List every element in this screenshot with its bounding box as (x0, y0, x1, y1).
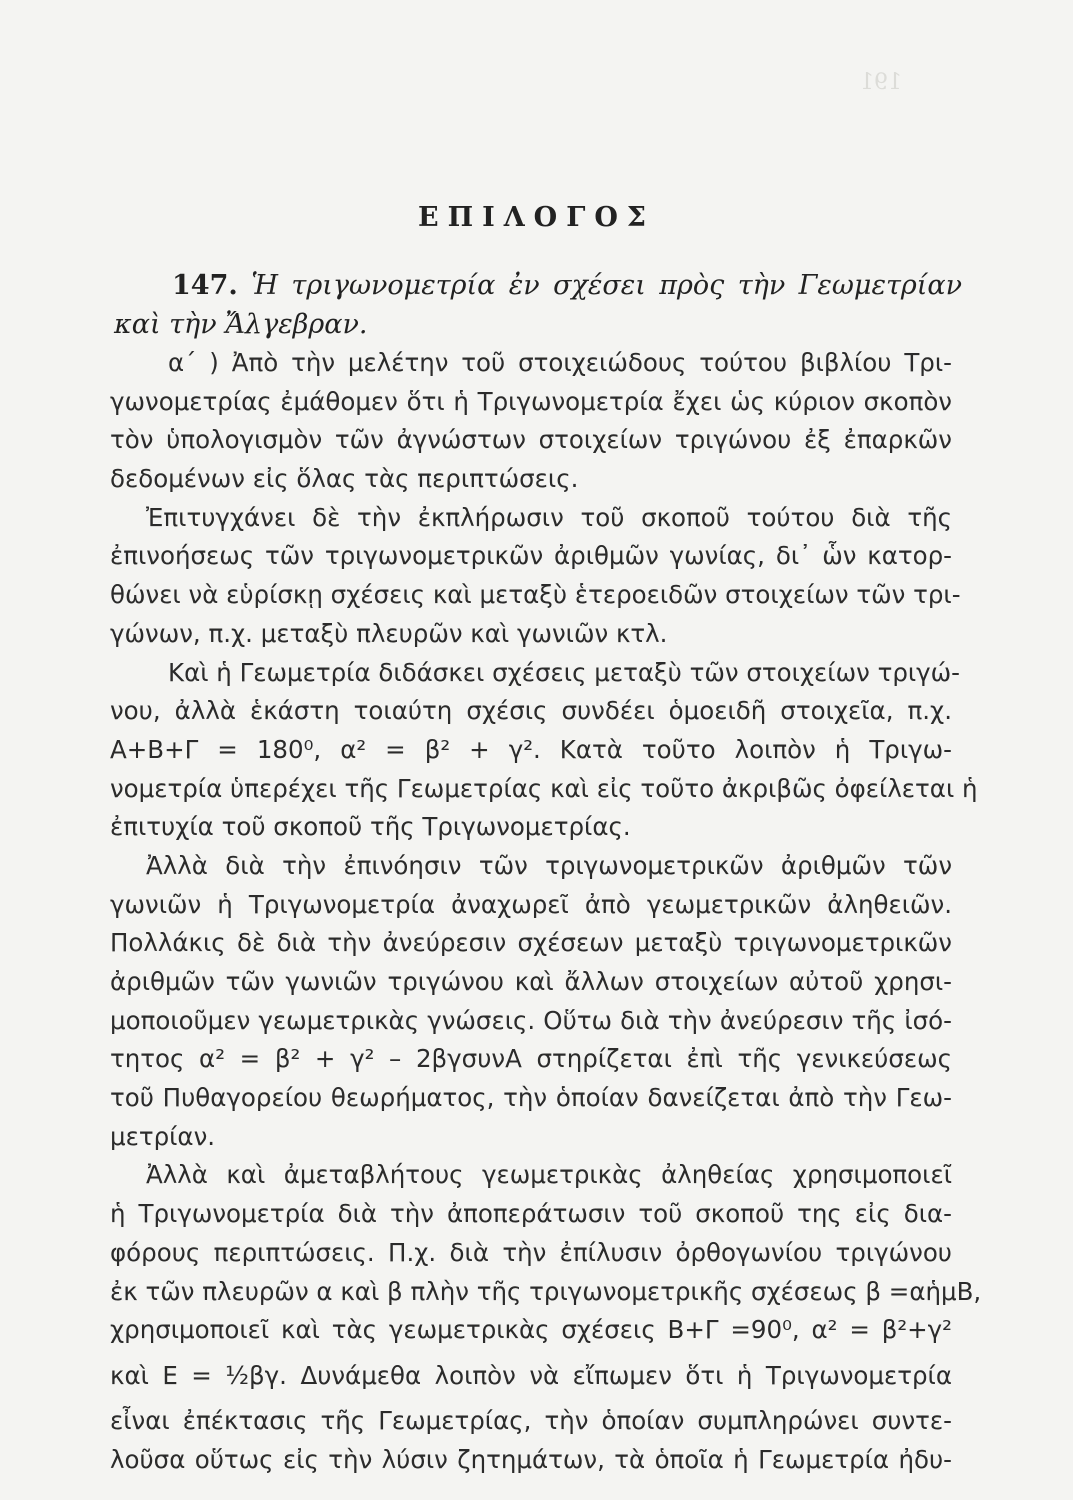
text-line: Ἀλλὰ διὰ τὴν ἐπινόησιν τῶν τριγωνομετρικῶν ἀριθμῶν τῶν (146, 850, 952, 880)
text-line: εἶναι ἐπέκτασις τῆς Γεωμετρίας, τὴν ὁποίαν συμπληρώνει συντε- (110, 1405, 952, 1435)
text-line: Α+Β+Γ = 180⁰, α² = β² + γ². Κατὰ τοῦτο λοιπὸν ἡ Τριγω- (110, 734, 952, 764)
text-line: ἐπιτυχία τοῦ σκοποῦ τῆς Τριγωνομετρίας. (110, 812, 631, 842)
text-line: νου, ἀλλὰ ἑκάστη τοιαύτη σχέσις συνδέει ὁμοειδῆ στοιχεῖα, π.χ. (110, 696, 952, 726)
text-line: ἐπινοήσεως τῶν τριγωνομετρικῶν ἀριθμῶν γωνίας, δι᾽ ὧν κατορ- (110, 541, 952, 571)
text-line: τὸν ὑπολογισμὸν τῶν ἀγνώστων στοιχείων τριγώνου ἐξ ἐπαρκῶν (110, 425, 952, 455)
body-text (110, 344, 982, 1479)
section-heading-line-2 (114, 305, 962, 344)
section-number: 147. (172, 270, 238, 301)
bleed-through-page-number: 191 (860, 70, 902, 95)
text-line: Ἀλλὰ καὶ ἀμεταβλήτους γεωμετρικὰς ἀληθείας χρησιμοποιεῖ (146, 1160, 952, 1190)
chapter-title: ΕΠΙΛΟΓΟΣ (418, 202, 655, 233)
text-line: α΄ ) Ἀπὸ τὴν μελέτην τοῦ στοιχειώδους τούτου βιβλίου Τρι- (168, 348, 952, 377)
text-line: τητος α² = β² + γ² – 2βγσυνΑ στηρίζεται ἐπὶ τῆς γενικεύσεως (110, 1044, 952, 1074)
text-line: νομετρία ὑπερέχει τῆς Γεωμετρίας καὶ εἰς τοῦτο ἀκριβῶς ὀφείλεται ἡ (110, 773, 978, 803)
text-line: φόρους περιπτώσεις. Π.χ. διὰ τὴν ἐπίλυσιν ὀρθογωνίου τριγώνου (110, 1237, 952, 1267)
text-line: γωνιῶν ἡ Τριγωνομετρία ἀναχωρεῖ ἀπὸ γεωμετρικῶν ἀληθειῶν. (110, 889, 952, 919)
text-line: δεδομένων εἰς ὅλας τὰς περιπτώσεις. (110, 464, 579, 494)
section-heading (114, 266, 962, 344)
text-line: τοῦ Πυθαγορείου θεωρήματος, τὴν ὁποίαν δανείζεται ἀπὸ τὴν Γεω- (110, 1083, 952, 1113)
section-heading-line-1 (172, 266, 962, 305)
text-line: μετρίαν. (110, 1121, 216, 1151)
text-line: γωνομετρίας ἐμάθομεν ὅτι ἡ Τριγωνομετρία ἔχει ὡς κύριον σκοπὸν (110, 386, 952, 416)
text-line: θώνει νὰ εὑρίσκῃ σχέσεις καὶ μεταξὺ ἑτεροειδῶν στοιχείων τῶν τρι- (110, 580, 961, 610)
text-line: ἐκ τῶν πλευρῶν α καὶ β πλὴν τῆς τριγωνομετρικῆς σχέσεως β =αἡμΒ, (110, 1276, 982, 1306)
text-line: μοποιοῦμεν γεωμετρικὰς γνώσεις. Οὕτω διὰ τὴν ἀνεύρεσιν τῆς ἰσό- (110, 1005, 952, 1035)
text-line: γώνων, π.χ. μεταξὺ πλευρῶν καὶ γωνιῶν κτλ. (110, 618, 668, 648)
section-heading-text-2: καὶ τὴν Ἄλγεβραν. (114, 309, 368, 340)
text-line: Καὶ ἡ Γεωμετρία διδάσκει σχέσεις μεταξὺ τῶν στοιχείων τριγώ- (168, 657, 961, 687)
text-line: ἡ Τριγωνομετρία διὰ τὴν ἀποπεράτωσιν τοῦ σκοποῦ της εἰς δια- (110, 1199, 952, 1229)
text-line: χρησιμοποιεῖ καὶ τὰς γεωμετρικὰς σχέσεις Β+Γ =90⁰, α² = β²+γ² (110, 1315, 952, 1345)
text-line: καὶ Ε = ½βγ. Δυνάμεθα λοιπὸν νὰ εἴπωμεν ὅτι ἡ Τριγωνομετρία (110, 1360, 952, 1390)
text-line: λοῦσα οὕτως εἰς τὴν λύσιν ζητημάτων, τὰ ὁποῖα ἡ Γεωμετρία ἠδυ- (110, 1444, 952, 1474)
text-line: ἀριθμῶν τῶν γωνιῶν τριγώνου καὶ ἄλλων στοιχείων αὐτοῦ χρησι- (110, 967, 952, 996)
text-line: Πολλάκις δὲ διὰ τὴν ἀνεύρεσιν σχέσεων μεταξὺ τριγωνομετρικῶν (110, 928, 952, 958)
text-line: Ἐπιτυγχάνει δὲ τὴν ἐκπλήρωσιν τοῦ σκοποῦ τούτου διὰ τῆς (146, 502, 952, 532)
section-heading-text-1: Ἡ τριγωνομετρία ἐν σχέσει πρὸς τὴν Γεωμετρίαν (251, 270, 962, 301)
